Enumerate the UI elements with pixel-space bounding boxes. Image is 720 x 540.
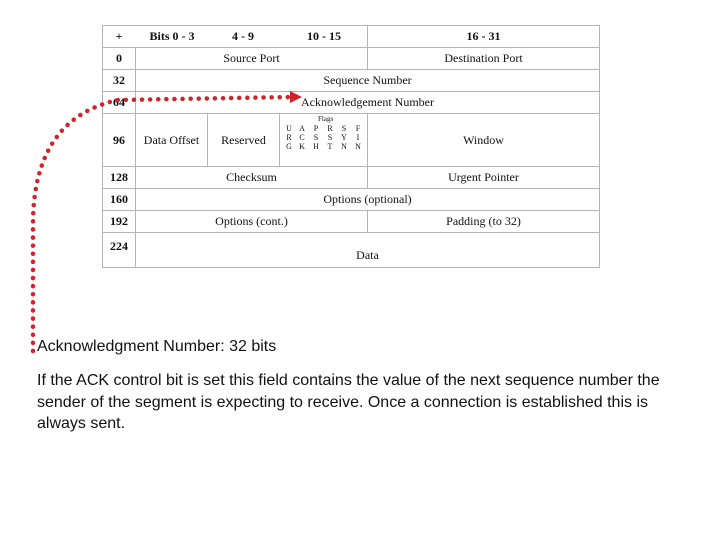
offset-label: 128 bbox=[110, 170, 128, 184]
arrowhead bbox=[290, 91, 302, 103]
offset-label: 192 bbox=[110, 214, 128, 228]
offset-label: 64 bbox=[113, 95, 125, 109]
window-field: Window bbox=[367, 114, 599, 166]
source-port-field: Source Port bbox=[135, 48, 367, 69]
header-bits-4-9: 4 - 9 bbox=[232, 29, 254, 43]
offset-label: 32 bbox=[113, 73, 125, 87]
description-title: Acknowledgment Number: 32 bits bbox=[37, 338, 277, 355]
header-bits-0-3: Bits 0 - 3 bbox=[149, 29, 195, 43]
offset-label: 160 bbox=[110, 192, 128, 206]
checksum-field: Checksum bbox=[135, 167, 367, 188]
dotted-pointer-line bbox=[33, 97, 292, 351]
flag-syn: S Y N bbox=[341, 124, 347, 151]
header-bits-10-15: 10 - 15 bbox=[307, 29, 341, 43]
offset-label: 96 bbox=[113, 132, 125, 147]
padding-field: Padding (to 32) bbox=[367, 211, 599, 232]
options-cont-field: Options (cont.) bbox=[135, 211, 367, 232]
flag-ack: A C K bbox=[299, 124, 305, 151]
urgent-pointer-field: Urgent Pointer bbox=[367, 167, 599, 188]
flags-label: Flags bbox=[318, 115, 334, 123]
flag-rst: R S T bbox=[327, 124, 333, 151]
data-field: Data bbox=[135, 233, 599, 267]
destination-port-field: Destination Port bbox=[367, 48, 599, 69]
description-body: If the ACK control bit is set this field contains the value of the next sequence number the sender of the segment is expecting to receive. Once a connection is established this is always sent. bbox=[37, 372, 660, 432]
offset-label: 224 bbox=[110, 239, 128, 253]
reserved-field: Reserved bbox=[207, 114, 279, 166]
acknowledgement-number-field: Acknowledgement Number bbox=[135, 92, 599, 113]
options-field: Options (optional) bbox=[135, 189, 599, 210]
flag-fin: F I N bbox=[355, 124, 361, 151]
sequence-number-field: Sequence Number bbox=[135, 70, 599, 91]
header-plus: + bbox=[115, 29, 123, 43]
flag-urg: U R G bbox=[286, 124, 292, 151]
flag-psh: P S H bbox=[313, 124, 319, 151]
offset-label: 0 bbox=[116, 51, 122, 65]
header-bits-16-31: 16 - 31 bbox=[367, 26, 599, 47]
data-offset-field: Data Offset bbox=[135, 114, 207, 166]
